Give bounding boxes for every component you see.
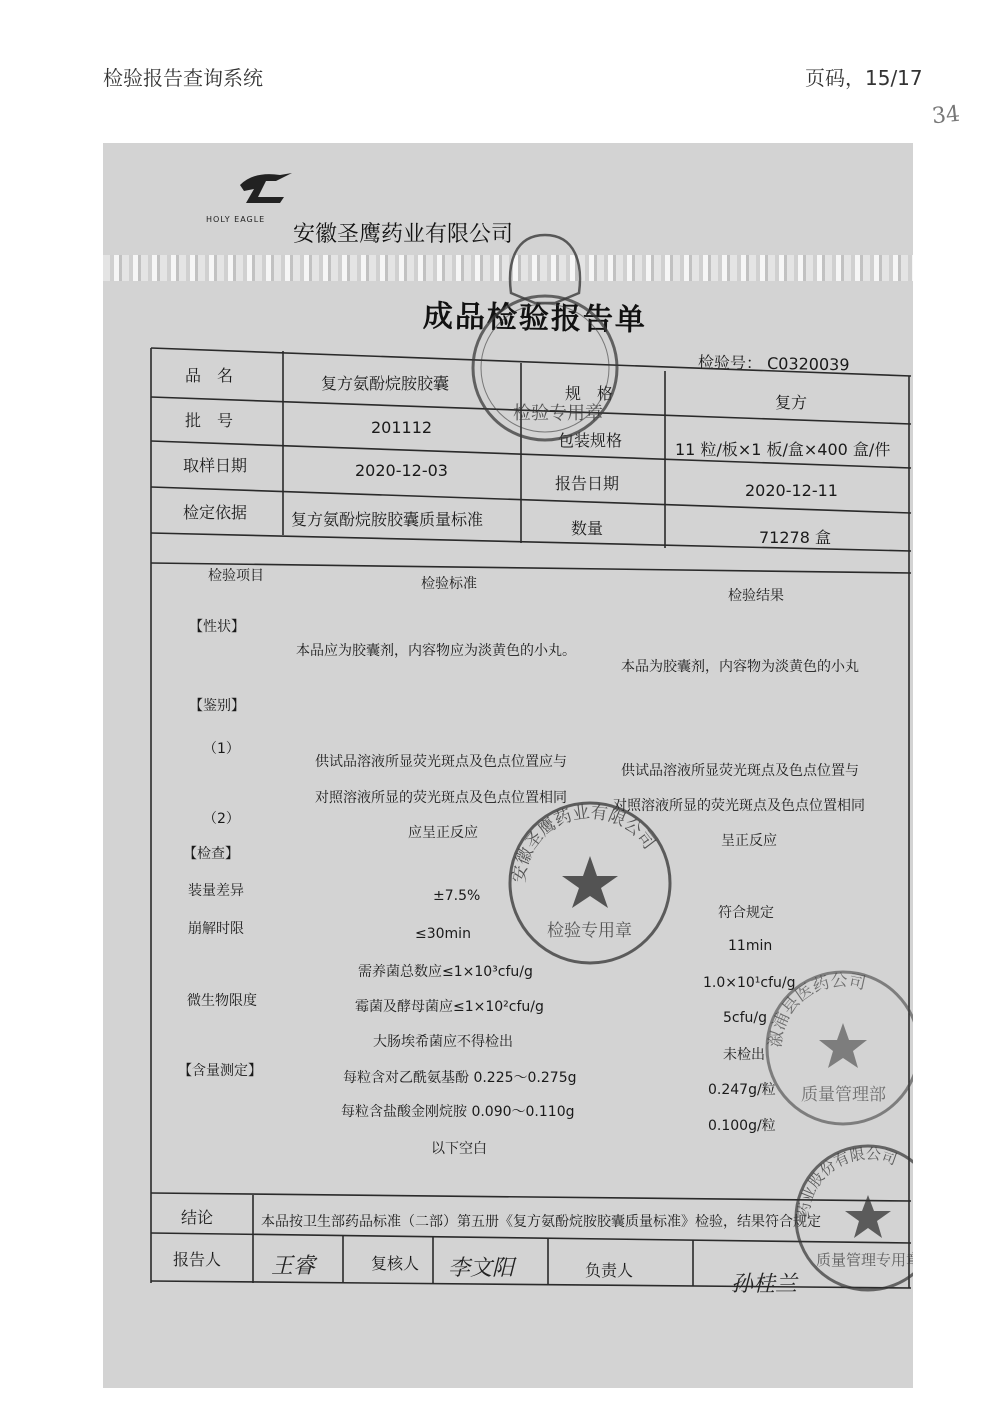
label-basis: 检定依据 [183, 503, 248, 522]
result-assay1: 0.247g/粒 [708, 1082, 776, 1098]
standard-assay2: 每粒含盐酸金刚烷胺 0.090～0.110g [341, 1104, 575, 1120]
system-name: 检验报告查询系统 [103, 66, 263, 90]
value-basis: 复方氨酚烷胺胶囊质量标准 [291, 510, 484, 529]
label-sampling-date: 取样日期 [183, 456, 248, 475]
svg-text:安徽圣鹰药业有限公司: 安徽圣鹰药业有限公司 [509, 802, 659, 884]
section-identification: 【鉴别】 [189, 698, 245, 714]
svg-text:药业股份有限公司: 药业股份有限公司 [794, 1144, 900, 1219]
standard-blank: 以下空白 [431, 1141, 487, 1157]
label-report-date: 报告日期 [555, 474, 620, 493]
standard-id1-line1: 供试品溶液所显荧光斑点及色点位置应与 [315, 754, 567, 770]
value-batch-no: 201112 [371, 418, 433, 437]
section-microbial: 微生物限度 [187, 993, 257, 1009]
value-sampling-date: 2020-12-03 [355, 461, 448, 480]
value-report-date: 2020-12-11 [745, 481, 838, 500]
section-inspection: 【检查】 [183, 846, 239, 862]
result-disintegration: 11min [728, 938, 773, 954]
standard-id2: 应呈正反应 [408, 825, 478, 841]
column-item: 检验项目 [208, 568, 264, 584]
bottom-quality-stamp [793, 1143, 922, 1293]
company-name: 安徽圣鹰药业有限公司 [293, 222, 514, 247]
label-quantity: 数量 [571, 519, 604, 538]
label-batch-no: 批 号 [185, 411, 234, 430]
label-responsible: 负责人 [585, 1261, 634, 1280]
label-reporter: 报告人 [173, 1250, 222, 1269]
svg-text:溆浦县医药公司: 溆浦县医药公司 [765, 970, 868, 1049]
standard-ecoli: 大肠埃希菌应不得检出 [373, 1034, 513, 1050]
signature-responsible: 孙桂兰 [731, 1272, 798, 1297]
result-fill-variation: 符合规定 [718, 905, 774, 921]
scanned-report-sheet [103, 143, 922, 1388]
result-appearance: 本品为胶囊剂，内容物为淡黄色的小丸 [621, 659, 859, 675]
report-title: 成品检验报告单 [422, 299, 648, 338]
label-reviewer: 复核人 [371, 1254, 420, 1273]
svg-text:检验专用章: 检验专用章 [513, 403, 603, 424]
section-fill-variation: 装量差异 [188, 883, 244, 899]
county-pharma-stamp [763, 968, 913, 1128]
result-mold: 5cfu/g [723, 1010, 768, 1026]
inspection-number: 检验号： C0320039 [697, 352, 850, 375]
result-id1-line1: 供试品溶液所显荧光斑点及色点位置与 [621, 763, 859, 779]
column-standard: 检验标准 [421, 576, 477, 592]
label-conclusion: 结论 [181, 1208, 214, 1227]
page-number: 页码，15/17 [805, 66, 923, 90]
standard-appearance: 本品应为胶囊剂，内容物应为淡黄色的小丸。 [296, 643, 576, 659]
svg-text:质量管理专用章: 质量管理专用章 [816, 1251, 922, 1269]
label-packaging: 包装规格 [558, 431, 623, 450]
standard-disintegration: ≤30min [415, 926, 471, 942]
result-id2: 呈正反应 [721, 833, 777, 849]
result-assay2: 0.100g/粒 [708, 1118, 776, 1134]
section-disintegration: 崩解时限 [188, 921, 244, 937]
value-spec: 复方 [775, 393, 808, 412]
section-assay: 【含量测定】 [178, 1063, 262, 1079]
quality-stamp-top [455, 233, 635, 448]
value-quantity: 71278 盒 [759, 528, 831, 547]
svg-text:质量管理部: 质量管理部 [801, 1085, 886, 1105]
standard-fill-variation: ±7.5% [433, 888, 481, 904]
value-product-name: 复方氨酚烷胺胶囊 [321, 374, 450, 393]
signature-reporter: 王睿 [271, 1254, 316, 1279]
conclusion-text: 本品按卫生部药品标准（二部）第五册《复方氨酚烷胺胶囊质量标准》检验，结果符合规定 [261, 1214, 821, 1230]
standard-mold: 霉菌及酵母菌应≤1×10²cfu/g [355, 999, 544, 1015]
standard-assay1: 每粒含对乙酰氨基酚 0.225～0.275g [343, 1070, 577, 1086]
section-id2: （2） [203, 811, 240, 827]
company-inspection-stamp [505, 798, 675, 968]
section-appearance: 【性状】 [189, 619, 245, 635]
standard-id1-line2: 对照溶液所显的荧光斑点及色点位置相同 [315, 790, 567, 806]
signature-reviewer: 李文阳 [448, 1256, 515, 1281]
standard-aerobic: 需养菌总数应≤1×10³cfu/g [358, 964, 533, 980]
svg-text:检验专用章: 检验专用章 [547, 921, 632, 941]
section-id1: （1） [203, 741, 240, 757]
result-aerobic: 1.0×10¹cfu/g [703, 975, 796, 991]
label-spec: 规 格 [565, 384, 614, 403]
value-packaging: 11 粒/板×1 板/盒×400 盒/件 [675, 440, 891, 459]
handwritten-page-mark: 34 [930, 101, 962, 130]
logo-english-text: HOLY EAGLE [206, 215, 266, 224]
result-ecoli: 未检出 [723, 1047, 765, 1063]
column-result: 检验结果 [728, 588, 784, 604]
result-id1-line2: 对照溶液所显的荧光斑点及色点位置相同 [613, 798, 865, 814]
label-product-name: 品 名 [185, 366, 234, 385]
